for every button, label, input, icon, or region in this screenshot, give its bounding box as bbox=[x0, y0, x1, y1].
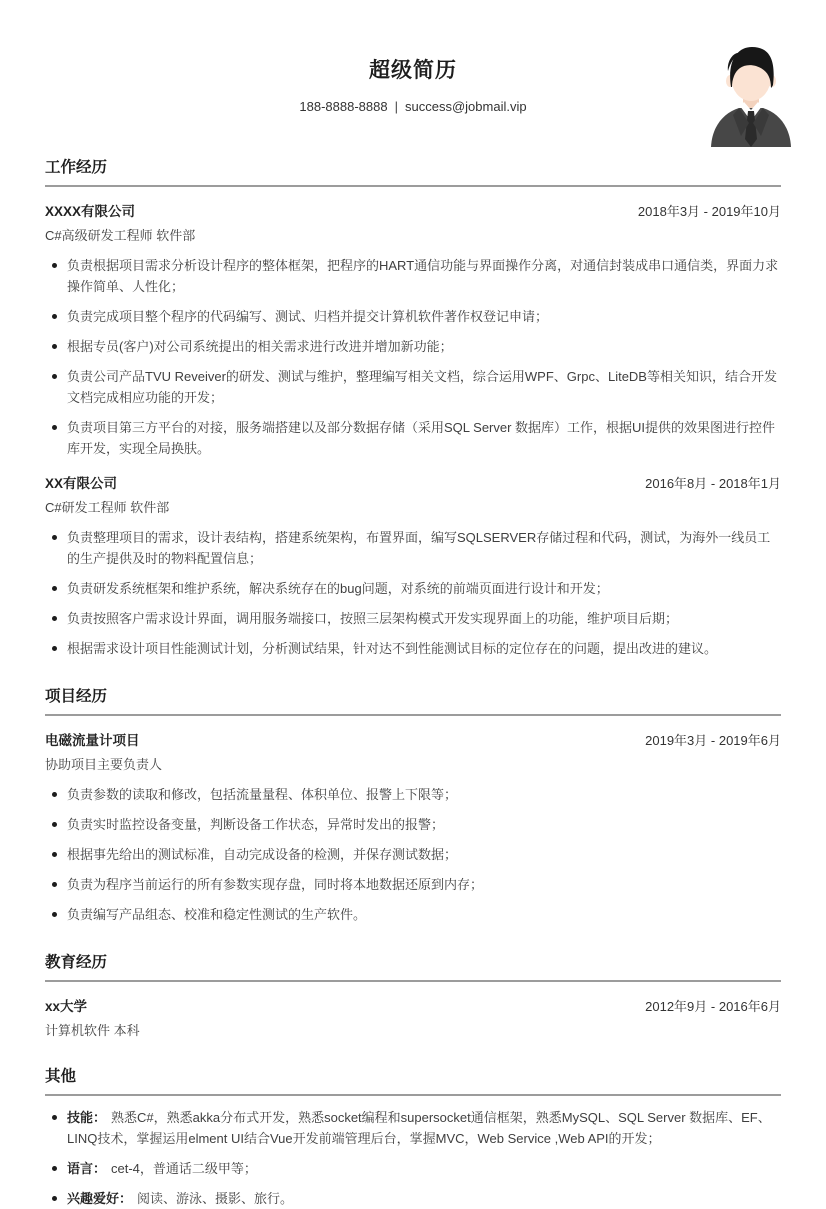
section-education bbox=[45, 953, 781, 1039]
bullet-item bbox=[45, 306, 781, 327]
bullet-list bbox=[45, 784, 781, 925]
bullet-icon bbox=[52, 425, 57, 430]
school-name: xx大学 bbox=[45, 999, 88, 1014]
other-item-skills bbox=[45, 1107, 781, 1149]
section-title-work: 工作经历 bbox=[45, 158, 781, 187]
other-item-label: 技能： bbox=[67, 1110, 107, 1125]
education-entry bbox=[45, 995, 781, 1039]
bullet-text: 根据需求设计项目性能测试计划，分析测试结果，针对达不到性能测试目标的定位存在的问题，提出改进的建议。 bbox=[67, 641, 718, 656]
bullet-item bbox=[45, 814, 781, 835]
bullet-text: 负责公司产品TVU Reveiver的研发、测试与维护，整理编写相关文档，综合运用WPF、Grpc、LiteDB等相关知识，结合开发文档完成相应功能的开发； bbox=[67, 369, 777, 405]
job-role: C#高级研发工程师 软件部 bbox=[45, 228, 196, 243]
phone-number: 188-8888-8888 bbox=[299, 99, 388, 114]
bullet-text: 根据事先给出的测试标准，自动完成设备的检测，并保存测试数据； bbox=[67, 847, 458, 862]
bullet-item bbox=[45, 638, 781, 659]
section-other bbox=[45, 1067, 781, 1209]
section-project bbox=[45, 687, 781, 925]
company-name: XXXX有限公司 bbox=[45, 204, 136, 219]
person-avatar-icon bbox=[707, 41, 795, 147]
bullet-icon bbox=[52, 792, 57, 797]
bullet-list bbox=[45, 1107, 781, 1209]
bullet-text: 负责根据项目需求分析设计程序的整体框架，把程序的HART通信功能与界面操作分离，对通信封装成串口通信类，界面力求操作简单、人性化； bbox=[67, 258, 779, 294]
bullet-item bbox=[45, 336, 781, 357]
bullet-text: 负责整理项目的需求，设计表结构，搭建系统架构，布置界面，编写SQLSERVER存储过程和代码，测试，为海外一线员工的生产提供及时的物料配置信息； bbox=[67, 530, 771, 566]
bullet-item bbox=[45, 578, 781, 599]
bullet-icon bbox=[52, 646, 57, 651]
contact-info bbox=[45, 99, 781, 114]
bullet-icon bbox=[52, 1115, 57, 1120]
job-role: C#研发工程师 软件部 bbox=[45, 500, 170, 515]
other-item-text: 熟悉C#，熟悉akka分布式开发，熟悉socket编程和supersocket通信框架，熟悉MySQL、SQL Server 数据库、EF、LINQ技术，掌握运用elment UI结合Vue开发前端管理后台，掌握MVC，Web Service ,Web API的开发； bbox=[67, 1110, 771, 1146]
bullet-icon bbox=[52, 586, 57, 591]
bullet-item bbox=[45, 784, 781, 805]
bullet-icon bbox=[52, 374, 57, 379]
bullet-icon bbox=[52, 882, 57, 887]
entry-head bbox=[45, 472, 781, 492]
section-work bbox=[45, 158, 781, 659]
email-address: success@jobmail.vip bbox=[405, 99, 527, 114]
bullet-icon bbox=[52, 852, 57, 857]
date-range: 2018年3月 - 2019年10月 bbox=[637, 204, 781, 219]
work-entry bbox=[45, 200, 781, 459]
work-entry bbox=[45, 472, 781, 659]
bullet-text: 负责完成项目整个程序的代码编写、测试、归档并提交计算机软件著作权登记申请； bbox=[67, 309, 549, 324]
bullet-text: 负责研发系统框架和维护系统，解决系统存在的bug问题，对系统的前端页面进行设计和开发； bbox=[67, 581, 609, 596]
section-title-education: 教育经历 bbox=[45, 953, 781, 982]
bullet-item bbox=[45, 904, 781, 925]
bullet-item bbox=[45, 255, 781, 297]
bullet-text: 负责按照客户需求设计界面，调用服务端接口，按照三层架构模式开发实现界面上的功能，维护项目后期； bbox=[67, 611, 679, 626]
other-item-text: cet-4，普通话二级甲等； bbox=[111, 1161, 257, 1176]
entry-head bbox=[45, 729, 781, 749]
bullet-icon bbox=[52, 535, 57, 540]
other-item-label: 语言： bbox=[67, 1161, 107, 1176]
company-name: XX有限公司 bbox=[45, 476, 118, 491]
other-item-text: 阅读、游泳、摄影、旅行。 bbox=[137, 1191, 294, 1206]
date-range: 2012年9月 - 2016年6月 bbox=[645, 999, 781, 1014]
project-entry bbox=[45, 729, 781, 925]
bullet-item bbox=[45, 608, 781, 629]
bullet-icon bbox=[52, 314, 57, 319]
bullet-list bbox=[45, 255, 781, 459]
bullet-text: 负责为程序当前运行的所有参数实现存盘，同时将本地数据还原到内存； bbox=[67, 877, 484, 892]
bullet-text: 根据专员(客户)对公司系统提出的相关需求进行改进并增加新功能； bbox=[67, 339, 453, 354]
bullet-text: 负责编写产品组态、校准和稳定性测试的生产软件。 bbox=[67, 907, 367, 922]
bullet-item bbox=[45, 527, 781, 569]
section-title-project: 项目经历 bbox=[45, 687, 781, 716]
bullet-item bbox=[45, 366, 781, 408]
other-item-language bbox=[45, 1158, 781, 1179]
bullet-item bbox=[45, 417, 781, 459]
bullet-icon bbox=[52, 1196, 57, 1201]
bullet-icon bbox=[52, 344, 57, 349]
bullet-icon bbox=[52, 616, 57, 621]
page-title: 超级简历 bbox=[369, 59, 457, 82]
bullet-item bbox=[45, 874, 781, 895]
bullet-icon bbox=[52, 263, 57, 268]
entry-head bbox=[45, 995, 781, 1015]
contact-separator: | bbox=[394, 99, 398, 114]
other-item-label: 兴趣爱好： bbox=[67, 1191, 133, 1206]
bullet-icon bbox=[52, 822, 57, 827]
bullet-text: 负责项目第三方平台的对接，服务端搭建以及部分数据存储（采用SQL Server 数据库）工作，根据UI提供的效果图进行控件库开发，实现全局换肤。 bbox=[67, 420, 776, 456]
project-role: 协助项目主要负责人 bbox=[45, 757, 163, 772]
bullet-icon bbox=[52, 1166, 57, 1171]
section-title-other: 其他 bbox=[45, 1067, 781, 1096]
bullet-list bbox=[45, 527, 781, 659]
date-range: 2016年8月 - 2018年1月 bbox=[645, 476, 781, 491]
other-item-hobbies bbox=[45, 1188, 781, 1209]
project-name: 电磁流量计项目 bbox=[45, 733, 140, 748]
bullet-item bbox=[45, 844, 781, 865]
bullet-icon bbox=[52, 912, 57, 917]
entry-head bbox=[45, 200, 781, 220]
bullet-text: 负责参数的读取和修改，包括流量量程、体积单位、报警上下限等； bbox=[67, 787, 458, 802]
date-range: 2019年3月 - 2019年6月 bbox=[645, 733, 781, 748]
avatar bbox=[707, 41, 795, 147]
major-degree: 计算机软件 本科 bbox=[45, 1023, 140, 1038]
bullet-text: 负责实时监控设备变量，判断设备工作状态，异常时发出的报警； bbox=[67, 817, 445, 832]
